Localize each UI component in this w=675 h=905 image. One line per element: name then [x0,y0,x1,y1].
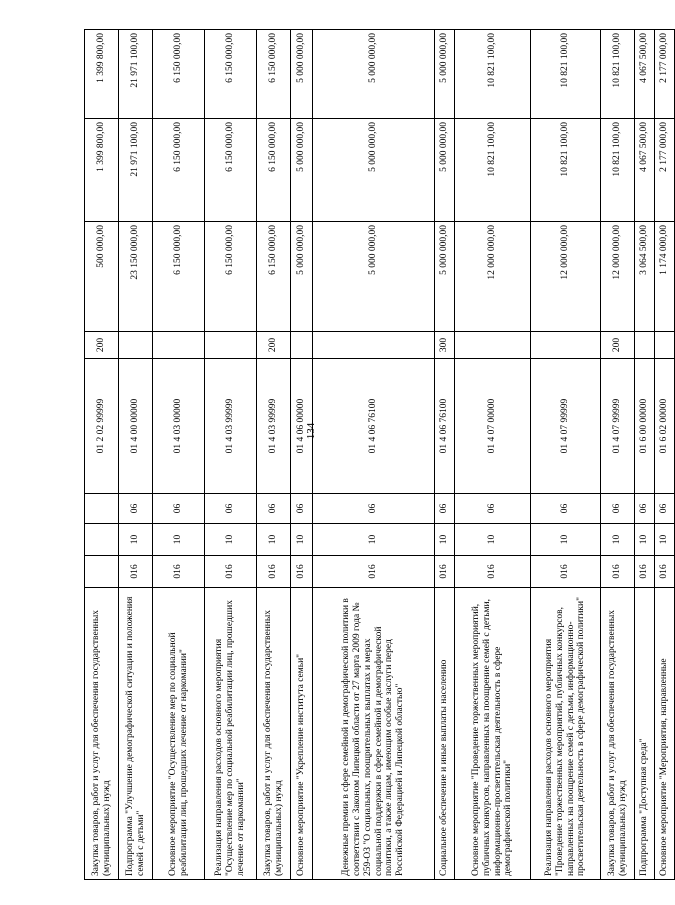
section-code-cell: 10 [313,524,435,556]
amount-2018-cell: 5 000 000,00 [291,119,313,222]
ministry-code-cell: 016 [153,556,205,588]
amount-2018-cell: 10 821 100,00 [455,119,531,222]
expense-name-cell: Основное мероприятие "Укрепление института семьи" [291,588,313,880]
amount-2019-cell: 4 067 500,00 [635,30,655,119]
subsection-code-cell: 06 [655,494,675,524]
table-row [655,30,675,880]
expense-kind-cell [655,332,675,359]
expense-kind-cell [531,332,601,359]
section-code-cell: 10 [455,524,531,556]
expense-name-cell: Социальное обеспечение и иные выплаты населению [435,588,455,880]
subsection-code-cell: 06 [435,494,455,524]
amount-2019-cell: 21 971 100,00 [119,30,153,119]
amount-2017-cell: 5 000 000,00 [313,222,435,332]
table-row [455,30,531,880]
amount-2019-cell: 10 821 100,00 [601,30,635,119]
expense-name-cell: Подпрограмма "Улучшение демографической ситуации и положения семей с детьми" [119,588,153,880]
subsection-code-cell: 06 [291,494,313,524]
amount-2017-cell: 12 000 000,00 [531,222,601,332]
subsection-code-cell: 06 [455,494,531,524]
amount-2019-cell: 1 399 800,00 [85,30,119,119]
subsection-code-cell: 06 [635,494,655,524]
amount-2019-cell: 5 000 000,00 [435,30,455,119]
amount-2019-cell: 2 177 000,00 [655,30,675,119]
section-code-cell: 10 [531,524,601,556]
target-article-cell: 01 6 02 00000 [655,359,675,494]
ministry-code-cell: 016 [455,556,531,588]
table-row [435,30,455,880]
section-code-cell [85,524,119,556]
amount-2018-cell: 2 177 000,00 [655,119,675,222]
section-code-cell: 10 [601,524,635,556]
expense-kind-cell: 200 [85,332,119,359]
target-article-cell: 01 4 06 00000 [291,359,313,494]
amount-2017-cell: 12 000 000,00 [601,222,635,332]
expense-kind-cell [205,332,257,359]
amount-2019-cell: 10 821 100,00 [531,30,601,119]
amount-2018-cell: 21 971 100,00 [119,119,153,222]
ministry-code-cell: 016 [531,556,601,588]
budget-table-body [85,30,675,880]
budget-table [84,29,675,880]
amount-2017-cell: 500 000,00 [85,222,119,332]
expense-kind-cell: 200 [601,332,635,359]
target-article-cell: 01 4 07 99999 [531,359,601,494]
target-article-cell: 01 6 00 00000 [635,359,655,494]
amount-2017-cell: 6 150 000,00 [205,222,257,332]
target-article-cell: 01 4 03 00000 [153,359,205,494]
amount-2018-cell: 5 000 000,00 [313,119,435,222]
ministry-code-cell: 016 [601,556,635,588]
ministry-code-cell: 016 [119,556,153,588]
section-code-cell: 10 [257,524,291,556]
amount-2018-cell: 10 821 100,00 [531,119,601,222]
rotated-table-container [84,30,670,880]
expense-kind-cell [635,332,655,359]
subsection-code-cell: 06 [205,494,257,524]
ministry-code-cell: 016 [655,556,675,588]
ministry-code-cell: 016 [205,556,257,588]
amount-2018-cell: 5 000 000,00 [435,119,455,222]
section-code-cell: 10 [119,524,153,556]
expense-name-cell: Основное мероприятие "Осуществление мер по социальной реабилитации лиц, прошедших лечение от наркомании" [153,588,205,880]
expense-name-cell: Реализация направления расходов основного мероприятия "Осуществление мер по социальной реабилитации лиц, прошедших лечение от наркомании" [205,588,257,880]
expense-kind-cell: 300 [435,332,455,359]
amount-2017-cell: 1 174 000,00 [655,222,675,332]
subsection-code-cell: 06 [601,494,635,524]
amount-2017-cell: 6 150 000,00 [257,222,291,332]
section-code-cell: 10 [655,524,675,556]
amount-2018-cell: 6 150 000,00 [257,119,291,222]
amount-2018-cell: 6 150 000,00 [205,119,257,222]
expense-name-cell: Основное мероприятие "Мероприятия, направленные [655,588,675,880]
amount-2017-cell: 5 000 000,00 [435,222,455,332]
table-row [85,30,119,880]
table-row [601,30,635,880]
target-article-cell: 01 4 07 99999 [601,359,635,494]
expense-kind-cell [313,332,435,359]
subsection-code-cell: 06 [313,494,435,524]
expense-kind-cell: 200 [257,332,291,359]
expense-name-cell: Реализация направления расходов основного мероприятия "Проведение торжественных мероприятий, публичных конкурсов, направленных на поощрение семей с детьми, информационно-просветительская деятельность в сфере демографической политики" [531,588,601,880]
expense-name-cell: Денежные премии в сфере семейной и демографической политики в соответствии с Законом Липецкой области от 27 марта 2009 года № 259-ОЗ "О социальных, поощрительных выплатах и мерах социальной поддержки в сфере семейной и демографической политики, а также лицам, имеющим особые заслуги перед Российской Федерацией и Липецкой областью" [313,588,435,880]
ministry-code-cell: 016 [635,556,655,588]
amount-2019-cell: 5 000 000,00 [291,30,313,119]
ministry-code-cell: 016 [257,556,291,588]
subsection-code-cell: 06 [119,494,153,524]
section-code-cell: 10 [205,524,257,556]
page-number: 134 [305,422,317,440]
section-code-cell: 10 [291,524,313,556]
target-article-cell: 01 4 07 00000 [455,359,531,494]
subsection-code-cell: 06 [531,494,601,524]
expense-name-cell: Закупка товаров, работ и услуг для обеспечения государственных (муниципальных) нужд [257,588,291,880]
target-article-cell: 01 4 03 99999 [257,359,291,494]
expense-kind-cell [153,332,205,359]
subsection-code-cell [85,494,119,524]
ministry-code-cell: 016 [435,556,455,588]
subsection-code-cell: 06 [257,494,291,524]
ministry-code-cell [85,556,119,588]
target-article-cell: 01 4 03 99999 [205,359,257,494]
target-article-cell: 01 4 00 00000 [119,359,153,494]
expense-kind-cell [455,332,531,359]
table-row [205,30,257,880]
amount-2017-cell: 12 000 000,00 [455,222,531,332]
table-row [313,30,435,880]
ministry-code-cell: 016 [291,556,313,588]
target-article-cell: 01 2 02 99999 [85,359,119,494]
amount-2017-cell: 6 150 000,00 [153,222,205,332]
amount-2017-cell: 5 000 000,00 [291,222,313,332]
target-article-cell: 01 4 06 76100 [313,359,435,494]
expense-name-cell: Основное мероприятие "Проведение торжественных мероприятий, публичных конкурсов, направленных на поощрение семей с детьми, информационно-просветительская деятельность в сфере демографической политики" [455,588,531,880]
section-code-cell: 10 [153,524,205,556]
expense-name-cell: Закупка товаров, работ и услуг для обеспечения государственных (муниципальных) нужд [601,588,635,880]
amount-2019-cell: 6 150 000,00 [205,30,257,119]
amount-2017-cell: 23 150 000,00 [119,222,153,332]
section-code-cell: 10 [435,524,455,556]
expense-name-cell: Закупка товаров, работ и услуг для обеспечения государственных (муниципальных) нужд [85,588,119,880]
table-row [291,30,313,880]
amount-2018-cell: 6 150 000,00 [153,119,205,222]
section-code-cell: 10 [635,524,655,556]
amount-2019-cell: 5 000 000,00 [313,30,435,119]
expense-kind-cell [119,332,153,359]
amount-2018-cell: 4 067 500,00 [635,119,655,222]
amount-2019-cell: 6 150 000,00 [153,30,205,119]
ministry-code-cell: 016 [313,556,435,588]
amount-2017-cell: 3 064 500,00 [635,222,655,332]
table-row [153,30,205,880]
table-row [531,30,601,880]
amount-2018-cell: 10 821 100,00 [601,119,635,222]
amount-2019-cell: 10 821 100,00 [455,30,531,119]
target-article-cell: 01 4 06 76100 [435,359,455,494]
subsection-code-cell: 06 [153,494,205,524]
expense-kind-cell [291,332,313,359]
table-row [635,30,655,880]
amount-2019-cell: 6 150 000,00 [257,30,291,119]
expense-name-cell: Подпрограмма "Доступная среда" [635,588,655,880]
table-row [257,30,291,880]
amount-2018-cell: 1 399 800,00 [85,119,119,222]
table-row [119,30,153,880]
